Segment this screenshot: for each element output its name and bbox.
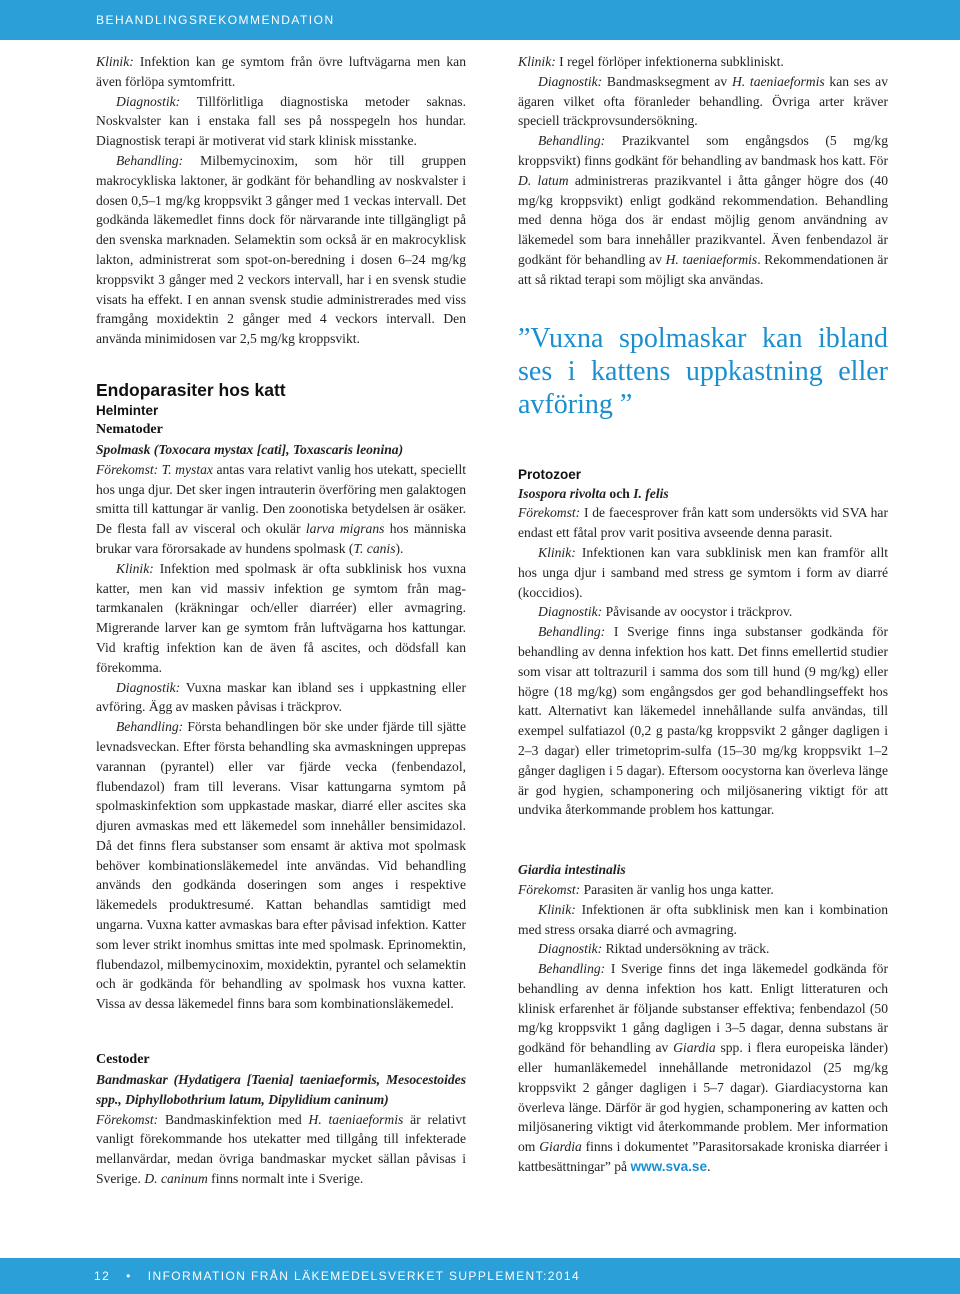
species-title-spolmask: Spolmask (Toxocara mystax [cati], Toxascaris leonina)	[96, 441, 404, 457]
section-header-bar	[0, 0, 960, 40]
paragraph-giardia-diagnostik: Diagnostik: Riktad undersökning av träck.	[538, 941, 770, 957]
paragraph-giardia-behandling: Behandling: I Sverige finns det inga läkemedel godkända för behandling av denna infektion hos katt. Enligt litteraturen och klinisk erfarenhet är följande substanser effektiva; fenbendazol (50 mg/kg kroppsvikt 1 gång dagligen i 3–5 dagar, denna substans är godkänd för behandling av Giardia spp. i flera europeiska länder) eller humanläkemedel innehållande metronidazol (25 mg/kg kroppsvikt 2 gånger dagligen i 5–7 dagar). Giardiacystorna kan överleva länge. Därför är god hygien, schamponering av katten och miljösanering viktigt vid återkommande problem. Mer information om Giardia finns i dokumentet ”Parasitorsakade kroniska diarréer i kattbesättningar” på www.sva.se.	[518, 961, 888, 1175]
species-title-bandmaskar: Bandmaskar (Hydatigera [Taenia] taeniaeformis, Mesocestoides spp., Diphyllobothrium latum, Dipylidium caninum)	[96, 1072, 466, 1107]
paragraph-spolmask-diagnostik: Diagnostik: Vuxna maskar kan ibland ses i uppkastning eller avföring. Ägg av masken påvisas i träckprov.	[96, 679, 466, 715]
subheading-helminter: Helminter	[96, 402, 159, 418]
paragraph-bandmask-forekomst: Förekomst: Bandmaskinfektion med H. taeniaeformis är relativt vanligt förekommande hos utekatter med tillgång till infekterade mellanvärdar, medan övriga bandmaskar mycket sällan påvisas i Sverige. D. caninum finns normalt inte i Sverige.	[96, 1111, 466, 1187]
subheading-nematoder: Nematoder	[96, 421, 163, 437]
paragraph-klinik: Klinik: Infektion kan ge symtom från övre luftvägarna men kan även förlöpa symtomfritt.	[96, 54, 466, 89]
paragraph-giardia-forekomst: Förekomst: Parasiten är vanlig hos unga katter.	[518, 881, 774, 897]
subheading-cestoder: Cestoder	[96, 1052, 150, 1068]
paragraph-spolmask-klinik: Klinik: Infektion med spolmask är ofta subklinisk hos vuxna katter, men kan vid massiv infektion ge symtom från mag-tarmkanalen (kräkningar och/eller diarréer) eller avmagring. Migrerande larver kan ge symtom från luftvägarna hos kattungar. Vid kraftig infektion kan de även få ascites, och dödsfall kan förekomma.	[96, 560, 466, 675]
subheading-protozoer: Protozoer	[518, 466, 582, 482]
paragraph-isospora-diagnostik: Diagnostik: Påvisande av oocystor i träckprov.	[538, 604, 793, 620]
paragraph-bandmask-behandling: Behandling: Prazikvantel som engångsdos (5 mg/kg kroppsvikt) finns godkänt för behandling av bandmask hos katt. För D. latum administreras prazikvantel i åtta gånger högre dos (40 mg/kg kroppsvikt) enligt godkänd rekommendation. Behandling med denna höga dos är endast möjlig genom användning av läkemedel som bara innehåller prazikvantel. Även fenbendazol är godkänt för behandling av H. taeniaeformis. Rekommendationen är att så riktad terapi som möjligt ska användas.	[518, 133, 889, 287]
left-column	[96, 52, 466, 1189]
species-title-giardia: Giardia intestinalis	[518, 862, 626, 878]
paragraph-bandmask-diagnostik: Diagnostik: Bandmasksegment av H. taeniaeformis kan ses av ägaren vilket ofta föranleder behandling. Övriga arter kräver speciell träckprovsundersökning.	[518, 73, 888, 129]
publication-name: INFORMATION FRÅN LÄKEMEDELSVERKET SUPPLEMENT:2014	[147, 1269, 581, 1283]
sva-link[interactable]: www.sva.se	[630, 1159, 708, 1175]
paragraph-isospora-klinik: Klinik: Infektionen kan vara subklinisk men kan framför allt hos unga djur i samband med stress ge symtom i form av diarré (koccidios).	[518, 544, 888, 600]
paragraph-giardia-klinik: Klinik: Infektionen är ofta subklinisk men kan i kombination med stress orsaka diarré och avmagring.	[518, 901, 888, 937]
section-label: BEHANDLINGSREKOMMENDATION	[96, 13, 335, 27]
section-heading-endoparasiter: Endoparasiter hos katt	[96, 379, 286, 400]
right-column	[518, 52, 888, 1177]
paragraph-spolmask-behandling: Behandling: Första behandlingen bör ske under fjärde till sjätte levnadsveckan. Efter första behandling ska avmaskningen upprepas varannan (pyrantel) eller var fjärde vecka (fenbendazol, flubendazol) fram till leverans. Visar kattungarna symtom på spolmaskinfektion som uppkastade maskar, diarré eller ascites ska djuren avmaskas med ett läkemedel som innehåller bensimidazol. Då det finns flera substanser som ensamt är aktiva mot spolmask behöver kombinationsläkemedel inte användas. Vid behandling används den godkända doseringen som anges i respektive läkemedels produktresumé. Kattan behandlas samtidigt med ungarna. Vuxna katter avmaskas bara efter påvisad infektion. Katter som lever strikt inomhus smittas inte med spolmask. Eprinomektin, flubendazol, milbemycinoxim, moxidektin, pyrantel och selamektin och är godkända för behandling av spolmask hos vuxna katter. Vissa av dessa läkemedel finns bara som kombinationsläkemedel.	[96, 719, 466, 1012]
paragraph-diagnostik: Diagnostik: Tillförlitliga diagnostiska metoder saknas. Noskvalster kan i enstaka fall ses på nosspegeln hos hundar. Diagnostisk terapi är motiverat vid stark klinisk misstanke.	[96, 93, 466, 149]
paragraph-bandmask-klinik: Klinik: I regel förlöper infektionerna subkliniskt.	[518, 54, 784, 69]
footer-bar	[0, 1258, 960, 1294]
paragraph-isospora-behandling: Behandling: I Sverige finns inga substanser godkända för behandling av denna infektion hos katt. Det finns emellertid studier som visar att toltrazuril i samma dos som till hund (9 mg/kg) eller högre (18 mg/kg) som engångsdos ger god behandlingseffekt hos katt. Alternativt kan läkemedel innehållande sulfa användas, till exempel sulfatiazol (0,2 g pasta/kg kroppsvikt 2 gånger dagligen i 2–3 dagar) eller trimetoprim-sulfa (15–30 mg/kg kroppsvikt 1–2 gånger dagligen i 5 dagar). Eftersom oocystorna kan överleva länge är god hygien, schamponering och miljösanering viktigt för att undvika återkommande problem hos kattungar.	[518, 624, 888, 818]
pull-quote: ”Vuxna spolmaskar kan ibland ses i kattens uppkastning eller avföring ”	[518, 322, 888, 420]
species-title-isospora: Isospora rivolta och I. felis	[518, 485, 669, 501]
paragraph-isospora-forekomst: Förekomst: I de faecesprover från katt som undersökts vid SVA har endast ett fåtal prov varit positiva avseende denna parasit.	[518, 505, 888, 541]
page-number: 12	[94, 1269, 111, 1283]
paragraph-behandling: Behandling: Milbemycinoxim, som hör till gruppen makrocykliska laktoner, är godkänt för behandling av noskvalster i dosen 0,5–1 mg/kg kroppsvikt 3 gånger med 1 veckas intervall. Det godkända läkemedlet finns dock för närvarande inte tillgängligt på den svenska marknaden. Selamektin som också är en makrocyklisk lakton, administrerat som spot-on-beredning i dosen 6–24 mg/kg kroppsvikt 3 gånger med 2 veckors intervall, har i en svensk studie visats ha effekt. I en annan svensk studie administrerades med viss framgång moxidektin 2 gånger med 4 veckors intervall. Den använda minimidosen var 2,5 mg/kg kroppsvikt.	[96, 152, 466, 347]
paragraph-spolmask-forekomst: Förekomst: T. mystax antas vara relativt vanlig hos utekatt, speciellt hos unga djur. Det sker ingen intrauterin överföring men galaktogen smitta till kattungar är vanlig. Den zoonotiska betydelsen är osäker. De flesta fall av visceral och okulär larva migrans hos människa brukar vara förorsakade av hundens spolmask (T. canis).	[96, 461, 466, 556]
footer-separator: •	[126, 1269, 132, 1283]
